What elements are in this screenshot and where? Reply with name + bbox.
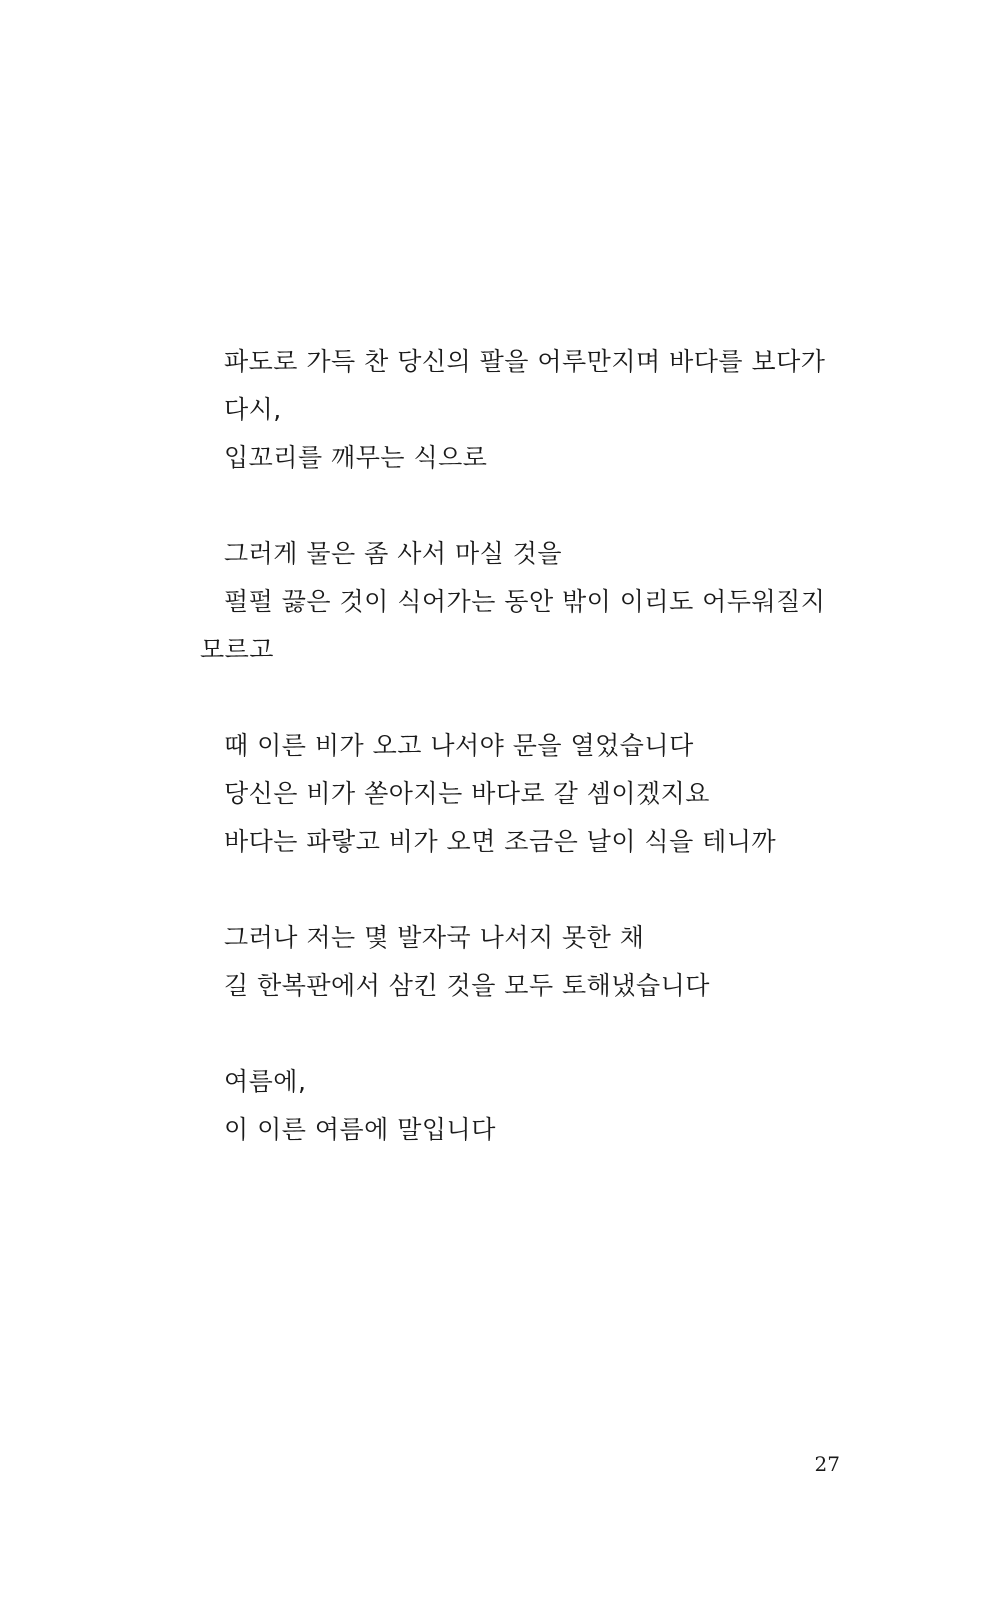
poem-line: 파도로 가득 찬 당신의 팔을 어루만지며 바다를 보다가 <box>224 347 826 376</box>
poem-line: 때 이른 비가 오고 나서야 문을 열었습니다 <box>224 731 694 760</box>
stanza-break <box>200 1010 860 1058</box>
poem-line: 입꼬리를 깨무는 식으로 <box>224 443 488 472</box>
poem-line: 당신은 비가 쏟아지는 바다로 갈 셈이겠지요 <box>224 779 710 808</box>
poem-line: 길 한복판에서 삼킨 것을 모두 토해냈습니다 <box>224 971 710 1000</box>
poem-body <box>200 338 860 1154</box>
poem-line: 그러나 저는 몇 발자국 나서지 못한 채 <box>224 923 645 952</box>
poem-line: 이 이른 여름에 말입니다 <box>224 1115 496 1144</box>
stanza-break <box>200 866 860 914</box>
poem-line-wrapped: 모르고 <box>200 635 274 664</box>
stanza-break <box>200 482 860 530</box>
stanza-break <box>200 674 860 722</box>
poem-line: 바다는 파랗고 비가 오면 조금은 날이 식을 테니까 <box>224 827 777 856</box>
poem-line: 펄펄 끓은 것이 식어가는 동안 밖이 이리도 어두워질지 <box>224 587 826 616</box>
poem-line: 다시, <box>224 395 282 424</box>
page-number: 27 <box>814 1452 840 1476</box>
poem-line: 그러게 물은 좀 사서 마실 것을 <box>224 539 563 568</box>
poem-line: 여름에, <box>224 1067 307 1096</box>
